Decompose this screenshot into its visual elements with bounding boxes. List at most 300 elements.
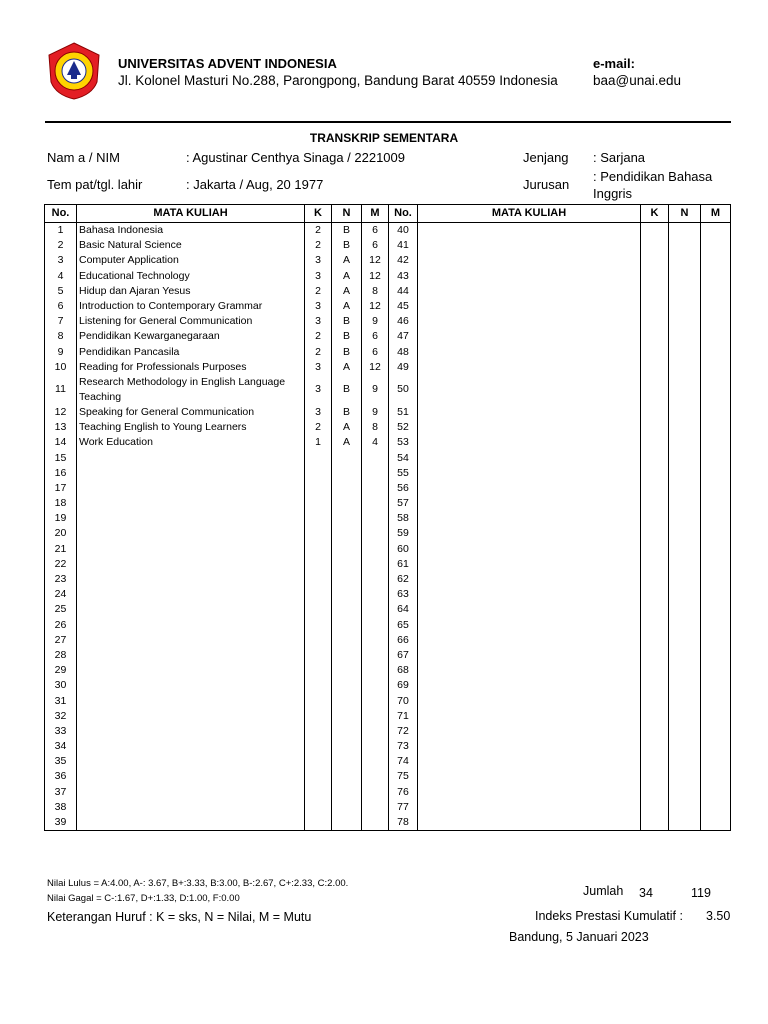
course-points (362, 572, 389, 587)
course-credits (305, 678, 332, 693)
course-grade (669, 496, 701, 511)
course-points (701, 557, 731, 572)
course-credits (641, 648, 669, 663)
course-name (418, 587, 641, 602)
course-credits (305, 511, 332, 526)
course-points (701, 587, 731, 602)
row-number: 47 (389, 329, 418, 344)
major-value: : Pendidikan Bahasa Inggris (593, 169, 713, 201)
course-grade (669, 299, 701, 314)
row-number: 1 (45, 223, 77, 239)
row-number: 17 (45, 481, 77, 496)
course-grade: A (332, 420, 362, 435)
course-credits (305, 785, 332, 800)
row-number: 54 (389, 450, 418, 465)
course-credits (305, 648, 332, 663)
row-number: 37 (45, 785, 77, 800)
email-label: e-mail: (593, 56, 635, 71)
level-label: Jenjang (523, 150, 569, 165)
course-name (418, 511, 641, 526)
row-number: 12 (45, 405, 77, 420)
university-address: Jl. Kolonel Masturi No.288, Parongpong, Bandung Barat 40559 Indonesia (118, 73, 558, 88)
course-name (418, 314, 641, 329)
course-grade (669, 785, 701, 800)
course-points: 8 (362, 420, 389, 435)
row-number: 11 (45, 375, 77, 405)
row-number: 7 (45, 314, 77, 329)
course-points (362, 678, 389, 693)
row-number: 63 (389, 587, 418, 602)
course-name (418, 269, 641, 284)
row-number: 67 (389, 648, 418, 663)
course-name (77, 450, 305, 465)
course-credits (641, 435, 669, 450)
course-grade: B (332, 238, 362, 253)
course-grade (332, 663, 362, 678)
table-row (45, 420, 731, 435)
row-number: 60 (389, 542, 418, 557)
course-points (362, 785, 389, 800)
course-points (701, 663, 731, 678)
course-name (418, 223, 641, 239)
course-name: Bahasa Indonesia (77, 223, 305, 239)
course-grade (332, 769, 362, 784)
course-name (77, 466, 305, 481)
course-name (418, 785, 641, 800)
table-row (45, 269, 731, 284)
course-grade (332, 450, 362, 465)
course-credits (641, 405, 669, 420)
course-name: Pendidikan Kewarganegaraan (77, 329, 305, 344)
table-row (45, 785, 731, 800)
course-points (701, 360, 731, 375)
course-grade (669, 345, 701, 360)
course-credits: 3 (305, 269, 332, 284)
name-label: Nam a / NIM (47, 150, 120, 165)
course-points (701, 511, 731, 526)
course-credits (641, 284, 669, 299)
col-course-left: MATA KULIAH (77, 205, 305, 223)
course-credits (641, 542, 669, 557)
course-points (701, 269, 731, 284)
course-grade (332, 526, 362, 541)
course-grade (669, 724, 701, 739)
row-number: 55 (389, 466, 418, 481)
col-n-right: N (669, 205, 701, 223)
course-credits (305, 769, 332, 784)
course-name (418, 435, 641, 450)
row-number: 75 (389, 769, 418, 784)
col-course-right: MATA KULIAH (418, 205, 641, 223)
course-points: 6 (362, 238, 389, 253)
course-points (701, 678, 731, 693)
course-credits: 1 (305, 435, 332, 450)
course-points (701, 815, 731, 831)
table-row (45, 754, 731, 769)
fail-grades-note: Nilai Gagal = C-:1.67, D+:1.33, D:1.00, F:0.00 (47, 893, 240, 904)
row-number: 66 (389, 633, 418, 648)
course-grade (669, 375, 701, 405)
table-row (45, 678, 731, 693)
course-credits (641, 785, 669, 800)
course-grade (669, 466, 701, 481)
course-grade (669, 360, 701, 375)
course-credits: 2 (305, 223, 332, 239)
row-number: 52 (389, 420, 418, 435)
table-row (45, 800, 731, 815)
course-name (418, 466, 641, 481)
total-label: Jumlah (583, 884, 624, 898)
table-row (45, 526, 731, 541)
row-number: 53 (389, 435, 418, 450)
course-credits (641, 253, 669, 268)
row-number: 56 (389, 481, 418, 496)
course-grade (332, 633, 362, 648)
course-points (362, 602, 389, 617)
course-name (77, 769, 305, 784)
course-credits (305, 754, 332, 769)
table-row (45, 633, 731, 648)
course-credits (641, 800, 669, 815)
course-credits (305, 693, 332, 708)
table-row (45, 769, 731, 784)
course-points: 12 (362, 299, 389, 314)
table-row (45, 360, 731, 375)
course-points (362, 693, 389, 708)
course-points (362, 739, 389, 754)
course-points (362, 648, 389, 663)
course-credits: 2 (305, 238, 332, 253)
course-name (77, 663, 305, 678)
course-points (701, 375, 731, 405)
course-grade (669, 284, 701, 299)
pass-grades-note: Nilai Lulus = A:4.00, A-: 3.67, B+:3.33, B:3.00, B-:2.67, C+:2.33, C:2.00. (47, 878, 349, 889)
course-points (362, 754, 389, 769)
course-credits (305, 496, 332, 511)
course-name (418, 709, 641, 724)
course-points (362, 587, 389, 602)
course-points (701, 542, 731, 557)
course-points (701, 739, 731, 754)
course-grade (669, 815, 701, 831)
course-points (701, 314, 731, 329)
row-number: 68 (389, 663, 418, 678)
row-number: 13 (45, 420, 77, 435)
table-row (45, 542, 731, 557)
row-number: 62 (389, 572, 418, 587)
row-number: 16 (45, 466, 77, 481)
course-points (362, 709, 389, 724)
course-points (701, 466, 731, 481)
course-points (362, 481, 389, 496)
course-credits (641, 345, 669, 360)
table-row (45, 238, 731, 253)
table-row (45, 223, 731, 239)
course-credits (305, 542, 332, 557)
course-points (701, 238, 731, 253)
course-credits (641, 375, 669, 405)
course-credits (641, 815, 669, 831)
course-points (362, 769, 389, 784)
course-credits (641, 360, 669, 375)
course-grade: B (332, 375, 362, 405)
course-credits (641, 511, 669, 526)
row-number: 19 (45, 511, 77, 526)
table-row (45, 450, 731, 465)
col-k-right: K (641, 205, 669, 223)
col-no-right: No. (389, 205, 418, 223)
course-points (362, 511, 389, 526)
course-credits (305, 815, 332, 831)
course-credits (641, 329, 669, 344)
course-credits (641, 299, 669, 314)
course-grade (669, 405, 701, 420)
course-name (418, 572, 641, 587)
table-row (45, 557, 731, 572)
course-name (77, 496, 305, 511)
course-grade: A (332, 360, 362, 375)
course-points (701, 329, 731, 344)
course-name (418, 481, 641, 496)
course-name (418, 405, 641, 420)
course-credits (641, 496, 669, 511)
course-points: 9 (362, 314, 389, 329)
course-credits: 3 (305, 253, 332, 268)
course-name (77, 618, 305, 633)
course-grade (332, 785, 362, 800)
course-grade (669, 435, 701, 450)
course-name (77, 542, 305, 557)
row-number: 30 (45, 678, 77, 693)
course-grade (669, 602, 701, 617)
course-points (362, 542, 389, 557)
course-grade (669, 511, 701, 526)
course-credits (305, 724, 332, 739)
course-credits: 2 (305, 329, 332, 344)
row-number: 73 (389, 739, 418, 754)
course-points (701, 481, 731, 496)
col-m-left: M (362, 205, 389, 223)
course-name: Speaking for General Communication (77, 405, 305, 420)
course-credits: 2 (305, 420, 332, 435)
course-grade (669, 314, 701, 329)
course-grade (332, 800, 362, 815)
row-number: 74 (389, 754, 418, 769)
course-points: 9 (362, 375, 389, 405)
course-credits (641, 724, 669, 739)
table-row (45, 648, 731, 663)
course-grade (332, 618, 362, 633)
course-name (77, 572, 305, 587)
course-points: 9 (362, 405, 389, 420)
course-name (418, 693, 641, 708)
course-credits: 3 (305, 375, 332, 405)
course-name (418, 769, 641, 784)
course-name (418, 420, 641, 435)
course-grade (669, 633, 701, 648)
course-points: 6 (362, 223, 389, 239)
course-name (418, 329, 641, 344)
course-grade (669, 800, 701, 815)
table-row (45, 709, 731, 724)
table-row (45, 329, 731, 344)
row-number: 50 (389, 375, 418, 405)
course-name: Research Methodology in English Language Teaching (77, 375, 305, 405)
course-grade (332, 815, 362, 831)
course-grade (332, 724, 362, 739)
email-link[interactable]: baa@unai.edu (593, 73, 682, 88)
row-number: 32 (45, 709, 77, 724)
course-points (362, 663, 389, 678)
course-name (418, 360, 641, 375)
course-points: 8 (362, 284, 389, 299)
gpa-value: 3.50 (706, 909, 731, 923)
university-logo (47, 42, 101, 100)
course-points (701, 420, 731, 435)
course-points (701, 648, 731, 663)
major-label: Jurusan (523, 177, 570, 192)
course-grade (669, 739, 701, 754)
course-credits (641, 466, 669, 481)
course-credits (305, 481, 332, 496)
course-name (418, 724, 641, 739)
total-m: 119 (691, 886, 711, 900)
course-credits (641, 769, 669, 784)
course-name: Hidup dan Ajaran Yesus (77, 284, 305, 299)
course-credits (305, 739, 332, 754)
course-grade: A (332, 435, 362, 450)
course-points (362, 466, 389, 481)
row-number: 3 (45, 253, 77, 268)
course-grade (332, 648, 362, 663)
course-grade (669, 481, 701, 496)
row-number: 34 (45, 739, 77, 754)
course-name (77, 648, 305, 663)
birth-value: : Jakarta / Aug, 20 1977 (186, 177, 324, 192)
course-grade: A (332, 253, 362, 268)
course-points (701, 709, 731, 724)
row-number: 39 (45, 815, 77, 831)
course-name (77, 815, 305, 831)
course-points (362, 557, 389, 572)
row-number: 51 (389, 405, 418, 420)
row-number: 33 (45, 724, 77, 739)
course-name (418, 542, 641, 557)
course-grade (669, 223, 701, 239)
course-name (77, 754, 305, 769)
course-credits: 3 (305, 405, 332, 420)
course-name (418, 496, 641, 511)
course-points (701, 284, 731, 299)
row-number: 15 (45, 450, 77, 465)
row-number: 48 (389, 345, 418, 360)
transcript-table (44, 204, 731, 831)
row-number: 29 (45, 663, 77, 678)
course-name (418, 633, 641, 648)
course-name: Work Education (77, 435, 305, 450)
course-points (701, 602, 731, 617)
row-number: 18 (45, 496, 77, 511)
course-name (418, 238, 641, 253)
table-row (45, 466, 731, 481)
row-number: 40 (389, 223, 418, 239)
course-grade: B (332, 345, 362, 360)
course-credits (305, 450, 332, 465)
course-name: Reading for Professionals Purposes (77, 360, 305, 375)
course-grade (669, 450, 701, 465)
table-row (45, 435, 731, 450)
course-credits (305, 663, 332, 678)
course-points (701, 223, 731, 239)
row-number: 49 (389, 360, 418, 375)
university-name: UNIVERSITAS ADVENT INDONESIA (118, 56, 337, 71)
course-points (701, 618, 731, 633)
course-grade (669, 587, 701, 602)
course-points: 12 (362, 253, 389, 268)
row-number: 44 (389, 284, 418, 299)
table-header-row (45, 205, 731, 223)
course-name (418, 253, 641, 268)
row-number: 65 (389, 618, 418, 633)
course-credits (641, 223, 669, 239)
course-name: Pendidikan Pancasila (77, 345, 305, 360)
course-grade (332, 693, 362, 708)
row-number: 21 (45, 542, 77, 557)
course-name (418, 284, 641, 299)
course-points (362, 526, 389, 541)
course-credits (641, 709, 669, 724)
course-grade (332, 511, 362, 526)
course-points (362, 496, 389, 511)
course-name (418, 648, 641, 663)
course-points (701, 450, 731, 465)
document-title: TRANSKRIP SEMENTARA (309, 131, 459, 145)
table-row (45, 693, 731, 708)
row-number: 10 (45, 360, 77, 375)
course-credits (305, 587, 332, 602)
course-points (701, 345, 731, 360)
row-number: 46 (389, 314, 418, 329)
row-number: 31 (45, 693, 77, 708)
course-name: Teaching English to Young Learners (77, 420, 305, 435)
course-credits: 2 (305, 284, 332, 299)
row-number: 20 (45, 526, 77, 541)
row-number: 78 (389, 815, 418, 831)
course-name (418, 299, 641, 314)
course-grade: B (332, 314, 362, 329)
course-name (77, 526, 305, 541)
course-credits (641, 739, 669, 754)
course-name (418, 754, 641, 769)
course-credits (641, 587, 669, 602)
course-credits: 3 (305, 314, 332, 329)
course-points (701, 405, 731, 420)
course-credits (305, 618, 332, 633)
row-number: 9 (45, 345, 77, 360)
birth-label: Tem pat/tgl. lahir (47, 177, 143, 192)
course-grade (669, 709, 701, 724)
course-name: Listening for General Communication (77, 314, 305, 329)
course-name (418, 815, 641, 831)
course-name: Introduction to Contemporary Grammar (77, 299, 305, 314)
course-name (77, 557, 305, 572)
header-divider (45, 121, 731, 123)
row-number: 4 (45, 269, 77, 284)
table-row (45, 724, 731, 739)
course-points (701, 693, 731, 708)
course-credits (641, 238, 669, 253)
row-number: 61 (389, 557, 418, 572)
